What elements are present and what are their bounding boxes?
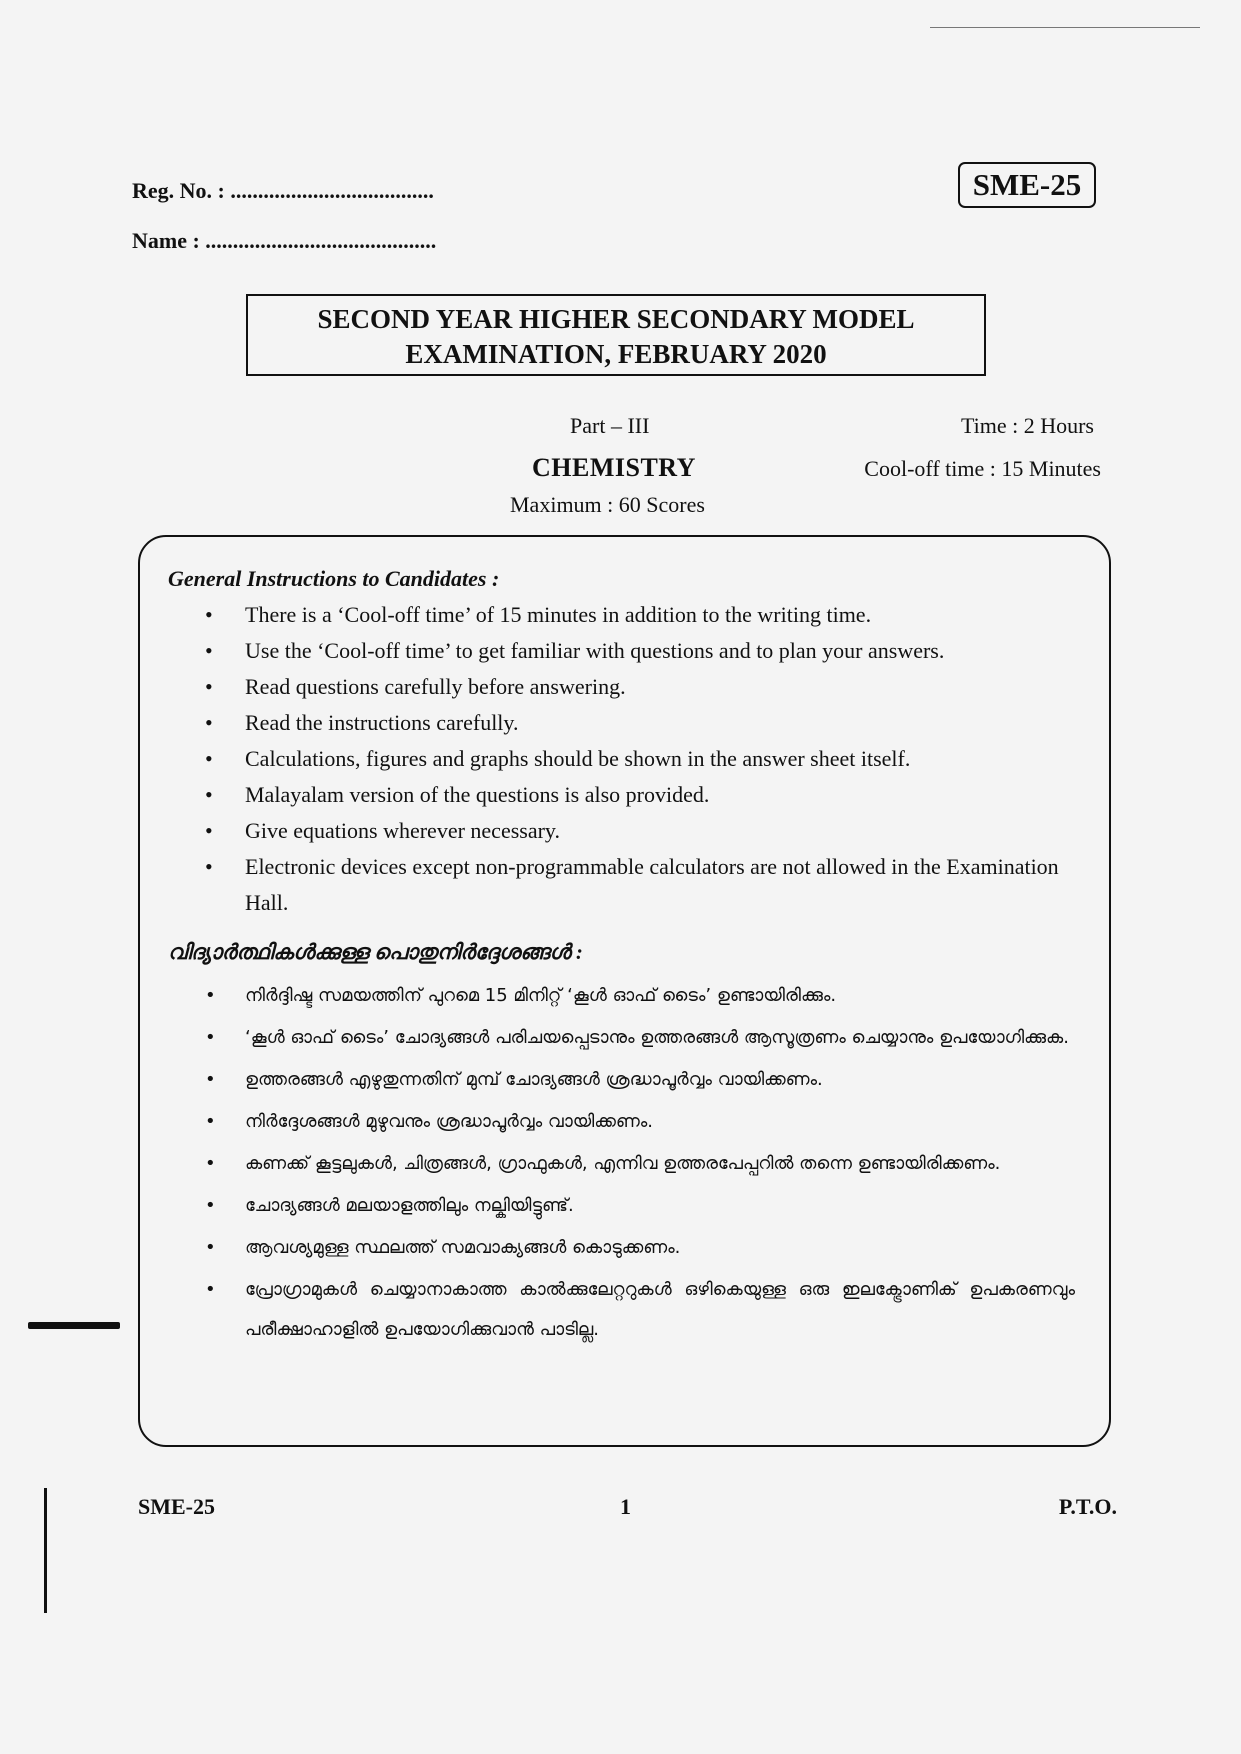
instructions-heading: General Instructions to Candidates : xyxy=(168,566,500,591)
exam-part: Part – III xyxy=(570,413,650,438)
bullet-icon: • xyxy=(205,1153,216,1174)
exam-subject: CHEMISTRY xyxy=(532,453,696,482)
bullet-icon: • xyxy=(205,782,213,807)
exam-title-line2: EXAMINATION, FEBRUARY 2020 xyxy=(405,339,827,369)
paper-code-badge: SME-25 xyxy=(958,162,1096,208)
list-item: • ഉത്തരങ്ങൾ എഴുതുന്നതിന് മുമ്പ് ചോദ്യങ്ങൾ ശ്രദ്ധാപൂർവ്വം വായിക്കണം. xyxy=(205,1060,1075,1100)
bullet-icon: • xyxy=(205,602,213,627)
list-item: • നിർദ്ദേശങ്ങൾ മുഴുവനും ശ്രദ്ധാപൂർവ്വം വായിക്കണം. xyxy=(205,1102,1075,1142)
bullet-icon: • xyxy=(205,1237,216,1258)
bullet-icon: • xyxy=(205,710,213,735)
exam-time: Time : 2 Hours xyxy=(960,413,1094,438)
list-item: • Read the instructions carefully. xyxy=(205,705,1085,741)
list-item: • കണക്ക് കൂട്ടലുകൾ, ചിത്രങ്ങൾ, ഗ്രാഫുകൾ, എന്നിവ ഉത്തരപേപ്പറിൽ തന്നെ ഉണ്ടായിരിക്കണം. xyxy=(205,1144,1075,1184)
malayalam-instructions-heading: വിദ്യാർത്ഥികൾക്കുള്ള പൊതുനിർദ്ദേശങ്ങൾ : xyxy=(168,940,583,964)
cool-off-time: Cool-off time : 15 Minutes xyxy=(864,456,1101,481)
list-item: • ആവശ്യമുള്ള സ്ഥലത്ത് സമവാക്യങ്ങൾ കൊടുക്കണം. xyxy=(205,1228,1075,1268)
maximum-scores: Maximum : 60 Scores xyxy=(510,492,705,517)
bullet-icon: • xyxy=(205,638,213,663)
bullet-icon: • xyxy=(205,674,213,699)
exam-title-line1: SECOND YEAR HIGHER SECONDARY MODEL xyxy=(317,304,915,334)
margin-bar xyxy=(44,1488,47,1613)
list-item: • ചോദ്യങ്ങൾ മലയാളത്തിലും നല്കിയിട്ടുണ്ട്. xyxy=(205,1186,1075,1226)
malayalam-instructions-list xyxy=(205,976,1075,1352)
english-instructions-list xyxy=(205,597,1085,921)
list-item: • Use the ‘Cool-off time’ to get familiar with questions and to plan your answers. xyxy=(205,633,1085,669)
list-item: • പ്രോഗ്രാമുകൾ ചെയ്യാനാകാത്ത കാൽക്കുലേറ്ററുകൾ ഒഴികെയുള്ള ഒരു ഇലക്ട്രോണിക് ഉപകരണവും പരീക്ഷാഹാളിൽ ഉപയോഗിക്കുവാൻ പാടില്ല. xyxy=(205,1270,1075,1350)
bullet-icon: • xyxy=(205,1027,216,1048)
list-item: • Electronic devices except non-programmable calculators are not allowed in the Examination Hall. xyxy=(205,849,1085,921)
list-item: • ‘കൂൾ ഓഫ് ടൈം’ ചോദ്യങ്ങൾ പരിചയപ്പെടാനും ഉത്തരങ്ങൾ ആസൂത്രണം ചെയ്യാനും ഉപയോഗിക്കുക. xyxy=(205,1018,1075,1058)
list-item: • നിർദ്ദിഷ്ട സമയത്തിന് പുറമെ 15 മിനിറ്റ് ‘കൂൾ ഓഫ് ടൈം’ ഉണ്ടായിരിക്കും. xyxy=(205,976,1075,1016)
name-field: Name : .......................................... xyxy=(132,228,437,253)
list-item: • Malayalam version of the questions is also provided. xyxy=(205,777,1085,813)
scan-line xyxy=(930,27,1200,28)
list-item: • Read questions carefully before answering. xyxy=(205,669,1085,705)
bullet-icon: • xyxy=(205,854,213,879)
bullet-icon: • xyxy=(205,1195,216,1216)
list-item: • Give equations wherever necessary. xyxy=(205,813,1085,849)
exam-title-box xyxy=(246,294,986,376)
list-item: • Calculations, figures and graphs should be shown in the answer sheet itself. xyxy=(205,741,1085,777)
bullet-icon: • xyxy=(205,1111,216,1132)
reg-no-field: Reg. No. : ..................................... xyxy=(132,178,434,203)
bullet-icon: • xyxy=(205,1279,216,1300)
pto-label: P.T.O. xyxy=(1058,1494,1117,1519)
list-item: • There is a ‘Cool-off time’ of 15 minutes in addition to the writing time. xyxy=(205,597,1085,633)
bullet-icon: • xyxy=(205,985,216,1006)
bullet-icon: • xyxy=(205,1069,216,1090)
page-number: 1 xyxy=(620,1494,631,1519)
margin-mark xyxy=(28,1322,120,1329)
bullet-icon: • xyxy=(205,818,213,843)
footer-paper-code: SME-25 xyxy=(138,1494,215,1519)
bullet-icon: • xyxy=(205,746,213,771)
